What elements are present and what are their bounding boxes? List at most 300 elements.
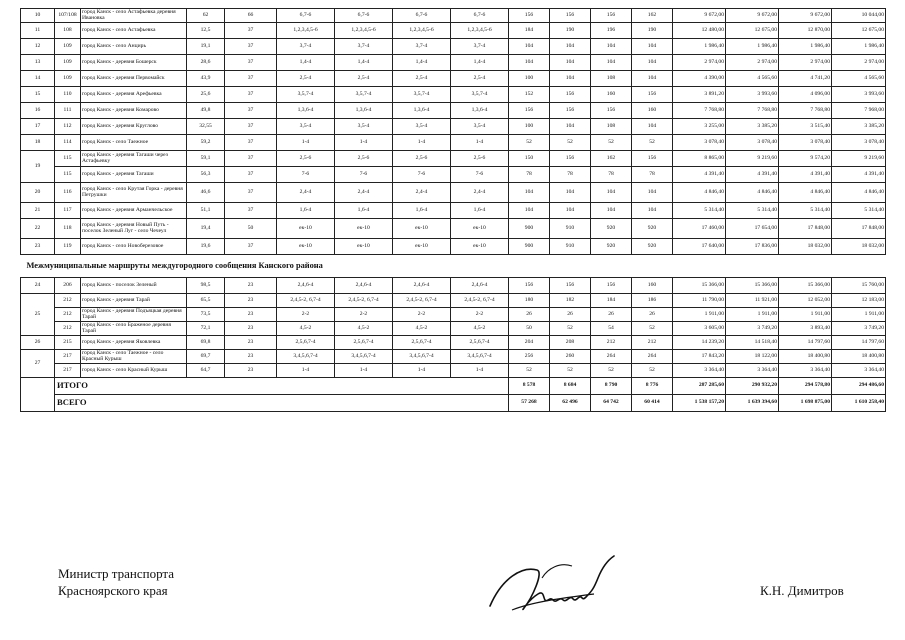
mileage-cell: 3 078,40 xyxy=(673,135,726,151)
schedule-cell: 2,5-6 xyxy=(277,151,335,167)
trips-cell: 208 xyxy=(550,336,591,350)
route-type: 23 xyxy=(225,278,277,294)
row-number: 14 xyxy=(21,71,55,87)
mileage-cell: 1 911,00 xyxy=(832,308,886,322)
schedule-cell: 2,4,5-2, 6,7-4 xyxy=(277,294,335,308)
schedule-cell: 2,4-4 xyxy=(393,183,451,203)
mileage-total: 1 538 157,20 xyxy=(673,395,726,412)
route-name: город Канск - село Таежное xyxy=(81,135,187,151)
route-name: город Канск - село Астафьевка xyxy=(81,23,187,39)
trips-cell: 186 xyxy=(632,294,673,308)
trips-cell: 52 xyxy=(632,322,673,336)
schedule-cell: 2,5,6,7-4 xyxy=(393,336,451,350)
route-name: город Канск - деревня Арманчельское xyxy=(81,203,187,219)
row-number: 26 xyxy=(21,336,55,350)
mileage-cell: 1 911,00 xyxy=(779,308,832,322)
mileage-cell: 4 391,40 xyxy=(673,167,726,183)
signature xyxy=(482,548,627,623)
schedule-cell: 1,2,3,4,5-6 xyxy=(393,23,451,39)
schedule-cell: 2,5-6 xyxy=(335,151,393,167)
mileage-cell: 12 480,00 xyxy=(673,23,726,39)
schedule-cell: ек-10 xyxy=(393,219,451,239)
row-number: 20 xyxy=(21,183,55,203)
route-length: 25,6 xyxy=(187,87,225,103)
mileage-cell: 12 675,00 xyxy=(832,23,886,39)
schedule-cell: 3,5,7-4 xyxy=(393,87,451,103)
trips-cell: 26 xyxy=(591,308,632,322)
mileage-cell: 9 672,00 xyxy=(779,9,832,23)
trips-cell: 160 xyxy=(591,87,632,103)
mileage-cell: 4 390,00 xyxy=(673,71,726,87)
schedule-cell: 1,3,6-4 xyxy=(277,103,335,119)
schedule-cell: 2-2 xyxy=(451,308,509,322)
route-number: 107/108 xyxy=(55,9,81,23)
row-number: 23 xyxy=(21,239,55,255)
schedule-cell: 2,4,5-2, 6,7-4 xyxy=(451,294,509,308)
row-number: 13 xyxy=(21,55,55,71)
schedule-cell: 1-4 xyxy=(451,135,509,151)
route-length: 65,5 xyxy=(187,294,225,308)
schedule-cell: 4,5-2 xyxy=(277,322,335,336)
trips-cell: 212 xyxy=(591,336,632,350)
table-row xyxy=(21,87,886,103)
route-length: 49,8 xyxy=(187,103,225,119)
route-type: 37 xyxy=(225,119,277,135)
trips-cell: 156 xyxy=(509,103,550,119)
trips-cell: 156 xyxy=(550,87,591,103)
trips-total: 8 578 xyxy=(509,378,550,395)
route-number: 212 xyxy=(55,322,81,336)
mileage-cell: 5 314,40 xyxy=(832,203,886,219)
route-name: город Канск - село Красный Курыш xyxy=(81,364,187,378)
mileage-cell: 9 219,60 xyxy=(832,151,886,167)
schedule-cell: 1,4-4 xyxy=(277,55,335,71)
trips-cell: 184 xyxy=(591,294,632,308)
schedule-cell: 2,4-4 xyxy=(335,183,393,203)
schedule-cell: 2,4,6-4 xyxy=(335,278,393,294)
trips-cell: 52 xyxy=(591,364,632,378)
blank-cell xyxy=(21,395,55,412)
trips-cell: 104 xyxy=(632,71,673,87)
schedule-cell: 1-4 xyxy=(393,135,451,151)
mileage-cell: 12 052,00 xyxy=(779,294,832,308)
schedule-cell: 2-2 xyxy=(335,308,393,322)
schedule-cell: 3,5,7-4 xyxy=(277,87,335,103)
row-number: 21 xyxy=(21,203,55,219)
schedule-cell: 2,5-4 xyxy=(277,71,335,87)
table-row xyxy=(21,308,886,322)
mileage-cell: 18 400,80 xyxy=(832,350,886,364)
route-number: 112 xyxy=(55,119,81,135)
trips-cell: 52 xyxy=(509,135,550,151)
trips-total: 8 684 xyxy=(550,378,591,395)
table-row xyxy=(21,294,886,308)
trips-cell: 104 xyxy=(509,183,550,203)
trips-cell: 52 xyxy=(550,364,591,378)
trips-cell: 156 xyxy=(591,9,632,23)
schedule-cell: 2,5-4 xyxy=(451,71,509,87)
route-number: 117 xyxy=(55,203,81,219)
schedule-cell: 3,4,5,6,7-4 xyxy=(451,350,509,364)
schedule-cell: 3,5-4 xyxy=(335,119,393,135)
route-name: город Канск - село Анцирь xyxy=(81,39,187,55)
schedule-cell: ек-10 xyxy=(335,239,393,255)
route-number: 118 xyxy=(55,219,81,239)
table-row xyxy=(21,151,886,167)
schedule-cell: 3,7-4 xyxy=(277,39,335,55)
schedule-cell: 1,3,6-4 xyxy=(393,103,451,119)
mileage-cell: 3 749,20 xyxy=(832,322,886,336)
mileage-cell: 14 797,60 xyxy=(832,336,886,350)
row-number: 16 xyxy=(21,103,55,119)
trips-cell: 52 xyxy=(550,322,591,336)
schedule-cell: 1,3,6-4 xyxy=(335,103,393,119)
mileage-cell: 3 749,20 xyxy=(726,322,779,336)
mileage-cell: 9 672,00 xyxy=(726,9,779,23)
schedule-cell: 2,4,6-4 xyxy=(277,278,335,294)
route-name: город Канск - село Таежное - село Красный Курыш xyxy=(81,350,187,364)
schedule-cell: 1-4 xyxy=(335,135,393,151)
route-type: 37 xyxy=(225,135,277,151)
signatory-name: К.Н. Димитров xyxy=(760,583,844,598)
route-type: 37 xyxy=(225,87,277,103)
schedule-cell: ек-10 xyxy=(277,219,335,239)
table-row xyxy=(21,336,886,350)
schedule-cell: 2,5-6 xyxy=(451,151,509,167)
row-number: 17 xyxy=(21,119,55,135)
mileage-cell: 2 974,00 xyxy=(673,55,726,71)
schedule-cell: 6,7-6 xyxy=(393,9,451,23)
route-name: город Канск - село Астафьевка деревня Ивановка xyxy=(81,9,187,23)
table-row xyxy=(21,239,886,255)
blank-cell xyxy=(21,378,55,395)
trips-cell: 104 xyxy=(550,39,591,55)
row-number: 24 xyxy=(21,278,55,294)
trips-cell: 156 xyxy=(591,278,632,294)
mileage-cell: 17 848,00 xyxy=(779,219,832,239)
mileage-cell: 15 366,00 xyxy=(779,278,832,294)
schedule-cell: 3,7-4 xyxy=(335,39,393,55)
route-type: 23 xyxy=(225,294,277,308)
trips-cell: 260 xyxy=(550,350,591,364)
route-type: 23 xyxy=(225,308,277,322)
trips-cell: 104 xyxy=(550,71,591,87)
schedule-cell: ек-10 xyxy=(393,239,451,255)
trips-cell: 900 xyxy=(509,239,550,255)
trips-cell: 184 xyxy=(509,23,550,39)
trips-cell: 156 xyxy=(550,103,591,119)
route-type: 37 xyxy=(225,167,277,183)
trips-cell: 156 xyxy=(550,151,591,167)
route-length: 72,1 xyxy=(187,322,225,336)
trips-cell: 160 xyxy=(632,278,673,294)
mileage-total: 287 285,60 xyxy=(673,378,726,395)
route-length: 19,4 xyxy=(187,219,225,239)
trips-cell: 152 xyxy=(509,87,550,103)
table-row xyxy=(21,322,886,336)
mileage-total: 294 486,60 xyxy=(832,378,886,395)
vsego-row xyxy=(21,395,886,412)
route-length: 19,1 xyxy=(187,39,225,55)
schedule-cell: 4,5-2 xyxy=(335,322,393,336)
table-row xyxy=(21,278,886,294)
mileage-cell: 1 986,40 xyxy=(779,39,832,55)
trips-cell: 104 xyxy=(509,39,550,55)
schedule-cell: 7-6 xyxy=(393,167,451,183)
mileage-cell: 4 391,40 xyxy=(832,167,886,183)
trips-cell: 264 xyxy=(632,350,673,364)
mileage-cell: 14 518,40 xyxy=(726,336,779,350)
mileage-cell: 3 255,00 xyxy=(673,119,726,135)
trips-total: 64 742 xyxy=(591,395,632,412)
schedule-cell: 1,4-4 xyxy=(451,55,509,71)
schedule-cell: 2,5-4 xyxy=(335,71,393,87)
mileage-cell: 3 078,40 xyxy=(832,135,886,151)
schedule-cell: 3,5,7-4 xyxy=(335,87,393,103)
trips-cell: 160 xyxy=(632,103,673,119)
route-length: 43,9 xyxy=(187,71,225,87)
schedule-cell: 3,4,5,6,7-4 xyxy=(335,350,393,364)
mileage-cell: 1 986,40 xyxy=(673,39,726,55)
schedule-cell: 2,4-4 xyxy=(451,183,509,203)
mileage-cell: 17 836,00 xyxy=(726,239,779,255)
schedule-cell: 3,5-4 xyxy=(277,119,335,135)
mileage-cell: 2 974,00 xyxy=(832,55,886,71)
mileage-cell: 3 993,60 xyxy=(832,87,886,103)
route-number: 115 xyxy=(55,167,81,183)
row-number: 10 xyxy=(21,9,55,23)
trips-cell: 52 xyxy=(591,135,632,151)
schedule-cell: 7-6 xyxy=(277,167,335,183)
route-type: 37 xyxy=(225,239,277,255)
table-row xyxy=(21,167,886,183)
route-type: 50 xyxy=(225,219,277,239)
route-length: 69,8 xyxy=(187,336,225,350)
trips-cell: 156 xyxy=(632,87,673,103)
table-row xyxy=(21,9,886,23)
itogo-row xyxy=(21,378,886,395)
schedule-cell: 1,6-4 xyxy=(277,203,335,219)
mileage-cell: 4 096,00 xyxy=(779,87,832,103)
itogo-label: ИТОГО xyxy=(55,378,509,395)
mileage-cell: 3 078,40 xyxy=(779,135,832,151)
trips-cell: 104 xyxy=(550,119,591,135)
trips-cell: 78 xyxy=(632,167,673,183)
trips-total: 60 414 xyxy=(632,395,673,412)
mileage-total: 1 610 258,40 xyxy=(832,395,886,412)
mileage-cell: 1 986,40 xyxy=(832,39,886,55)
trips-cell: 104 xyxy=(632,55,673,71)
schedule-cell: 3,7-4 xyxy=(393,39,451,55)
route-type: 37 xyxy=(225,39,277,55)
route-length: 32,55 xyxy=(187,119,225,135)
route-type: 37 xyxy=(225,23,277,39)
trips-cell: 212 xyxy=(632,336,673,350)
trips-cell: 156 xyxy=(509,9,550,23)
mileage-cell: 1 911,00 xyxy=(726,308,779,322)
schedule-cell: 2,5-4 xyxy=(393,71,451,87)
mileage-cell: 2 974,00 xyxy=(726,55,779,71)
schedule-cell: 6,7-6 xyxy=(451,9,509,23)
mileage-cell: 17 843,20 xyxy=(673,350,726,364)
mileage-cell: 5 314,40 xyxy=(726,203,779,219)
route-name: город Канск - село Браженое деревня Тарай xyxy=(81,322,187,336)
schedule-cell: 2-2 xyxy=(393,308,451,322)
route-type: 23 xyxy=(225,364,277,378)
trips-cell: 104 xyxy=(591,55,632,71)
trips-total: 57 268 xyxy=(509,395,550,412)
signatory-position xyxy=(58,565,174,599)
trips-cell: 52 xyxy=(632,135,673,151)
route-length: 51,1 xyxy=(187,203,225,219)
schedule-cell: 2,5-6 xyxy=(393,151,451,167)
row-number: 15 xyxy=(21,87,55,103)
route-length: 98,5 xyxy=(187,278,225,294)
schedule-cell: 2,4,6-4 xyxy=(393,278,451,294)
route-type: 37 xyxy=(225,71,277,87)
row-number: 22 xyxy=(21,219,55,239)
schedule-cell: 3,7-4 xyxy=(451,39,509,55)
schedule-cell: 4,5-2 xyxy=(393,322,451,336)
trips-cell: 100 xyxy=(509,71,550,87)
mileage-cell: 12 675,00 xyxy=(726,23,779,39)
schedule-cell: 2,4,5-2, 6,7-4 xyxy=(393,294,451,308)
mileage-cell: 14 797,60 xyxy=(779,336,832,350)
schedule-cell: 2,5,6,7-4 xyxy=(335,336,393,350)
mileage-cell: 4 846,40 xyxy=(673,183,726,203)
trips-cell: 104 xyxy=(509,203,550,219)
route-number: 109 xyxy=(55,39,81,55)
schedule-cell: 1-4 xyxy=(277,364,335,378)
mileage-cell: 4 846,40 xyxy=(779,183,832,203)
route-name: город Канск - деревня Тагаши через Астафьевку xyxy=(81,151,187,167)
position-line-2: Красноярского края xyxy=(58,583,168,598)
route-number: 116 xyxy=(55,183,81,203)
trips-cell: 104 xyxy=(632,183,673,203)
schedule-cell: 6,7-6 xyxy=(335,9,393,23)
route-name: город Канск - деревня Тагаши xyxy=(81,167,187,183)
table-row xyxy=(21,219,886,239)
route-number: 212 xyxy=(55,294,81,308)
table-row xyxy=(21,55,886,71)
mileage-cell: 8 865,00 xyxy=(673,151,726,167)
trips-cell: 182 xyxy=(550,294,591,308)
route-type: 37 xyxy=(225,151,277,167)
trips-cell: 162 xyxy=(632,9,673,23)
schedule-cell: 7-6 xyxy=(335,167,393,183)
trips-total: 62 496 xyxy=(550,395,591,412)
mileage-cell: 3 364,40 xyxy=(726,364,779,378)
schedule-cell: 2-2 xyxy=(277,308,335,322)
mileage-cell: 4 391,40 xyxy=(779,167,832,183)
schedule-cell: 1,2,3,4,5-6 xyxy=(277,23,335,39)
route-type: 23 xyxy=(225,336,277,350)
schedule-cell: 2,4,6-4 xyxy=(451,278,509,294)
mileage-cell: 2 974,00 xyxy=(779,55,832,71)
schedule-cell: 1,4-4 xyxy=(335,55,393,71)
schedule-cell: 1,4-4 xyxy=(393,55,451,71)
trips-cell: 78 xyxy=(509,167,550,183)
trips-cell: 78 xyxy=(591,167,632,183)
mileage-total: 1 639 394,60 xyxy=(726,395,779,412)
table-row xyxy=(21,364,886,378)
route-name: город Канск - деревня Яковлевка xyxy=(81,336,187,350)
mileage-cell: 3 993,60 xyxy=(726,87,779,103)
mileage-cell: 17 848,00 xyxy=(832,219,886,239)
mileage-cell: 12 183,00 xyxy=(832,294,886,308)
trips-cell: 180 xyxy=(509,294,550,308)
vsego-label: ВСЕГО xyxy=(55,395,509,412)
mileage-cell: 3 385,20 xyxy=(832,119,886,135)
schedule-cell: 1,6-4 xyxy=(451,203,509,219)
trips-cell: 54 xyxy=(591,322,632,336)
schedule-cell: 2,4,5-2, 6,7-4 xyxy=(335,294,393,308)
trips-cell: 26 xyxy=(509,308,550,322)
trips-cell: 910 xyxy=(550,239,591,255)
trips-cell: 104 xyxy=(550,183,591,203)
trips-total: 8 790 xyxy=(591,378,632,395)
route-length: 46,6 xyxy=(187,183,225,203)
trips-cell: 156 xyxy=(509,278,550,294)
schedule-cell: 1,2,3,4,5-6 xyxy=(335,23,393,39)
row-number: 12 xyxy=(21,39,55,55)
mileage-total: 294 578,80 xyxy=(779,378,832,395)
mileage-cell: 5 314,40 xyxy=(779,203,832,219)
route-name: город Канск - деревня Подъяцкая деревня Тарай xyxy=(81,308,187,322)
schedule-cell: ек-10 xyxy=(451,219,509,239)
mileage-cell: 17 460,00 xyxy=(673,219,726,239)
schedule-cell: 1,6-4 xyxy=(393,203,451,219)
schedule-cell: ек-10 xyxy=(451,239,509,255)
trips-cell: 104 xyxy=(591,203,632,219)
mileage-cell: 15 366,00 xyxy=(726,278,779,294)
mileage-cell: 3 364,40 xyxy=(779,364,832,378)
trips-cell: 204 xyxy=(509,336,550,350)
route-length: 73,5 xyxy=(187,308,225,322)
trips-cell: 104 xyxy=(591,183,632,203)
mileage-cell: 9 219,60 xyxy=(726,151,779,167)
schedule-cell: 2,5,6,7-4 xyxy=(277,336,335,350)
route-length: 59,1 xyxy=(187,151,225,167)
route-type: 37 xyxy=(225,103,277,119)
trips-cell: 104 xyxy=(550,55,591,71)
route-name: город Канск - село Крутая Горка - деревня Петрушки xyxy=(81,183,187,203)
mileage-cell: 4 391,40 xyxy=(726,167,779,183)
mileage-cell: 3 605,00 xyxy=(673,322,726,336)
mileage-cell: 12 870,00 xyxy=(779,23,832,39)
mileage-cell: 7 768,80 xyxy=(673,103,726,119)
mileage-cell: 4 846,40 xyxy=(726,183,779,203)
mileage-cell: 3 515,40 xyxy=(779,119,832,135)
schedule-cell: ек-10 xyxy=(277,239,335,255)
route-name: город Канск - село Новоберезовое xyxy=(81,239,187,255)
trips-cell: 104 xyxy=(632,39,673,55)
mileage-cell: 18 032,00 xyxy=(832,239,886,255)
route-name: город Канск - деревня Комарово xyxy=(81,103,187,119)
schedule-cell: 1-4 xyxy=(335,364,393,378)
route-number: 119 xyxy=(55,239,81,255)
trips-cell: 156 xyxy=(550,9,591,23)
route-number: 215 xyxy=(55,336,81,350)
routes-table xyxy=(20,8,886,412)
trips-cell: 190 xyxy=(632,23,673,39)
row-number: 27 xyxy=(21,350,55,378)
row-number: 11 xyxy=(21,23,55,39)
route-type: 23 xyxy=(225,350,277,364)
table-row xyxy=(21,183,886,203)
route-length: 28,6 xyxy=(187,55,225,71)
schedule-cell: 1,2,3,4,5-6 xyxy=(451,23,509,39)
